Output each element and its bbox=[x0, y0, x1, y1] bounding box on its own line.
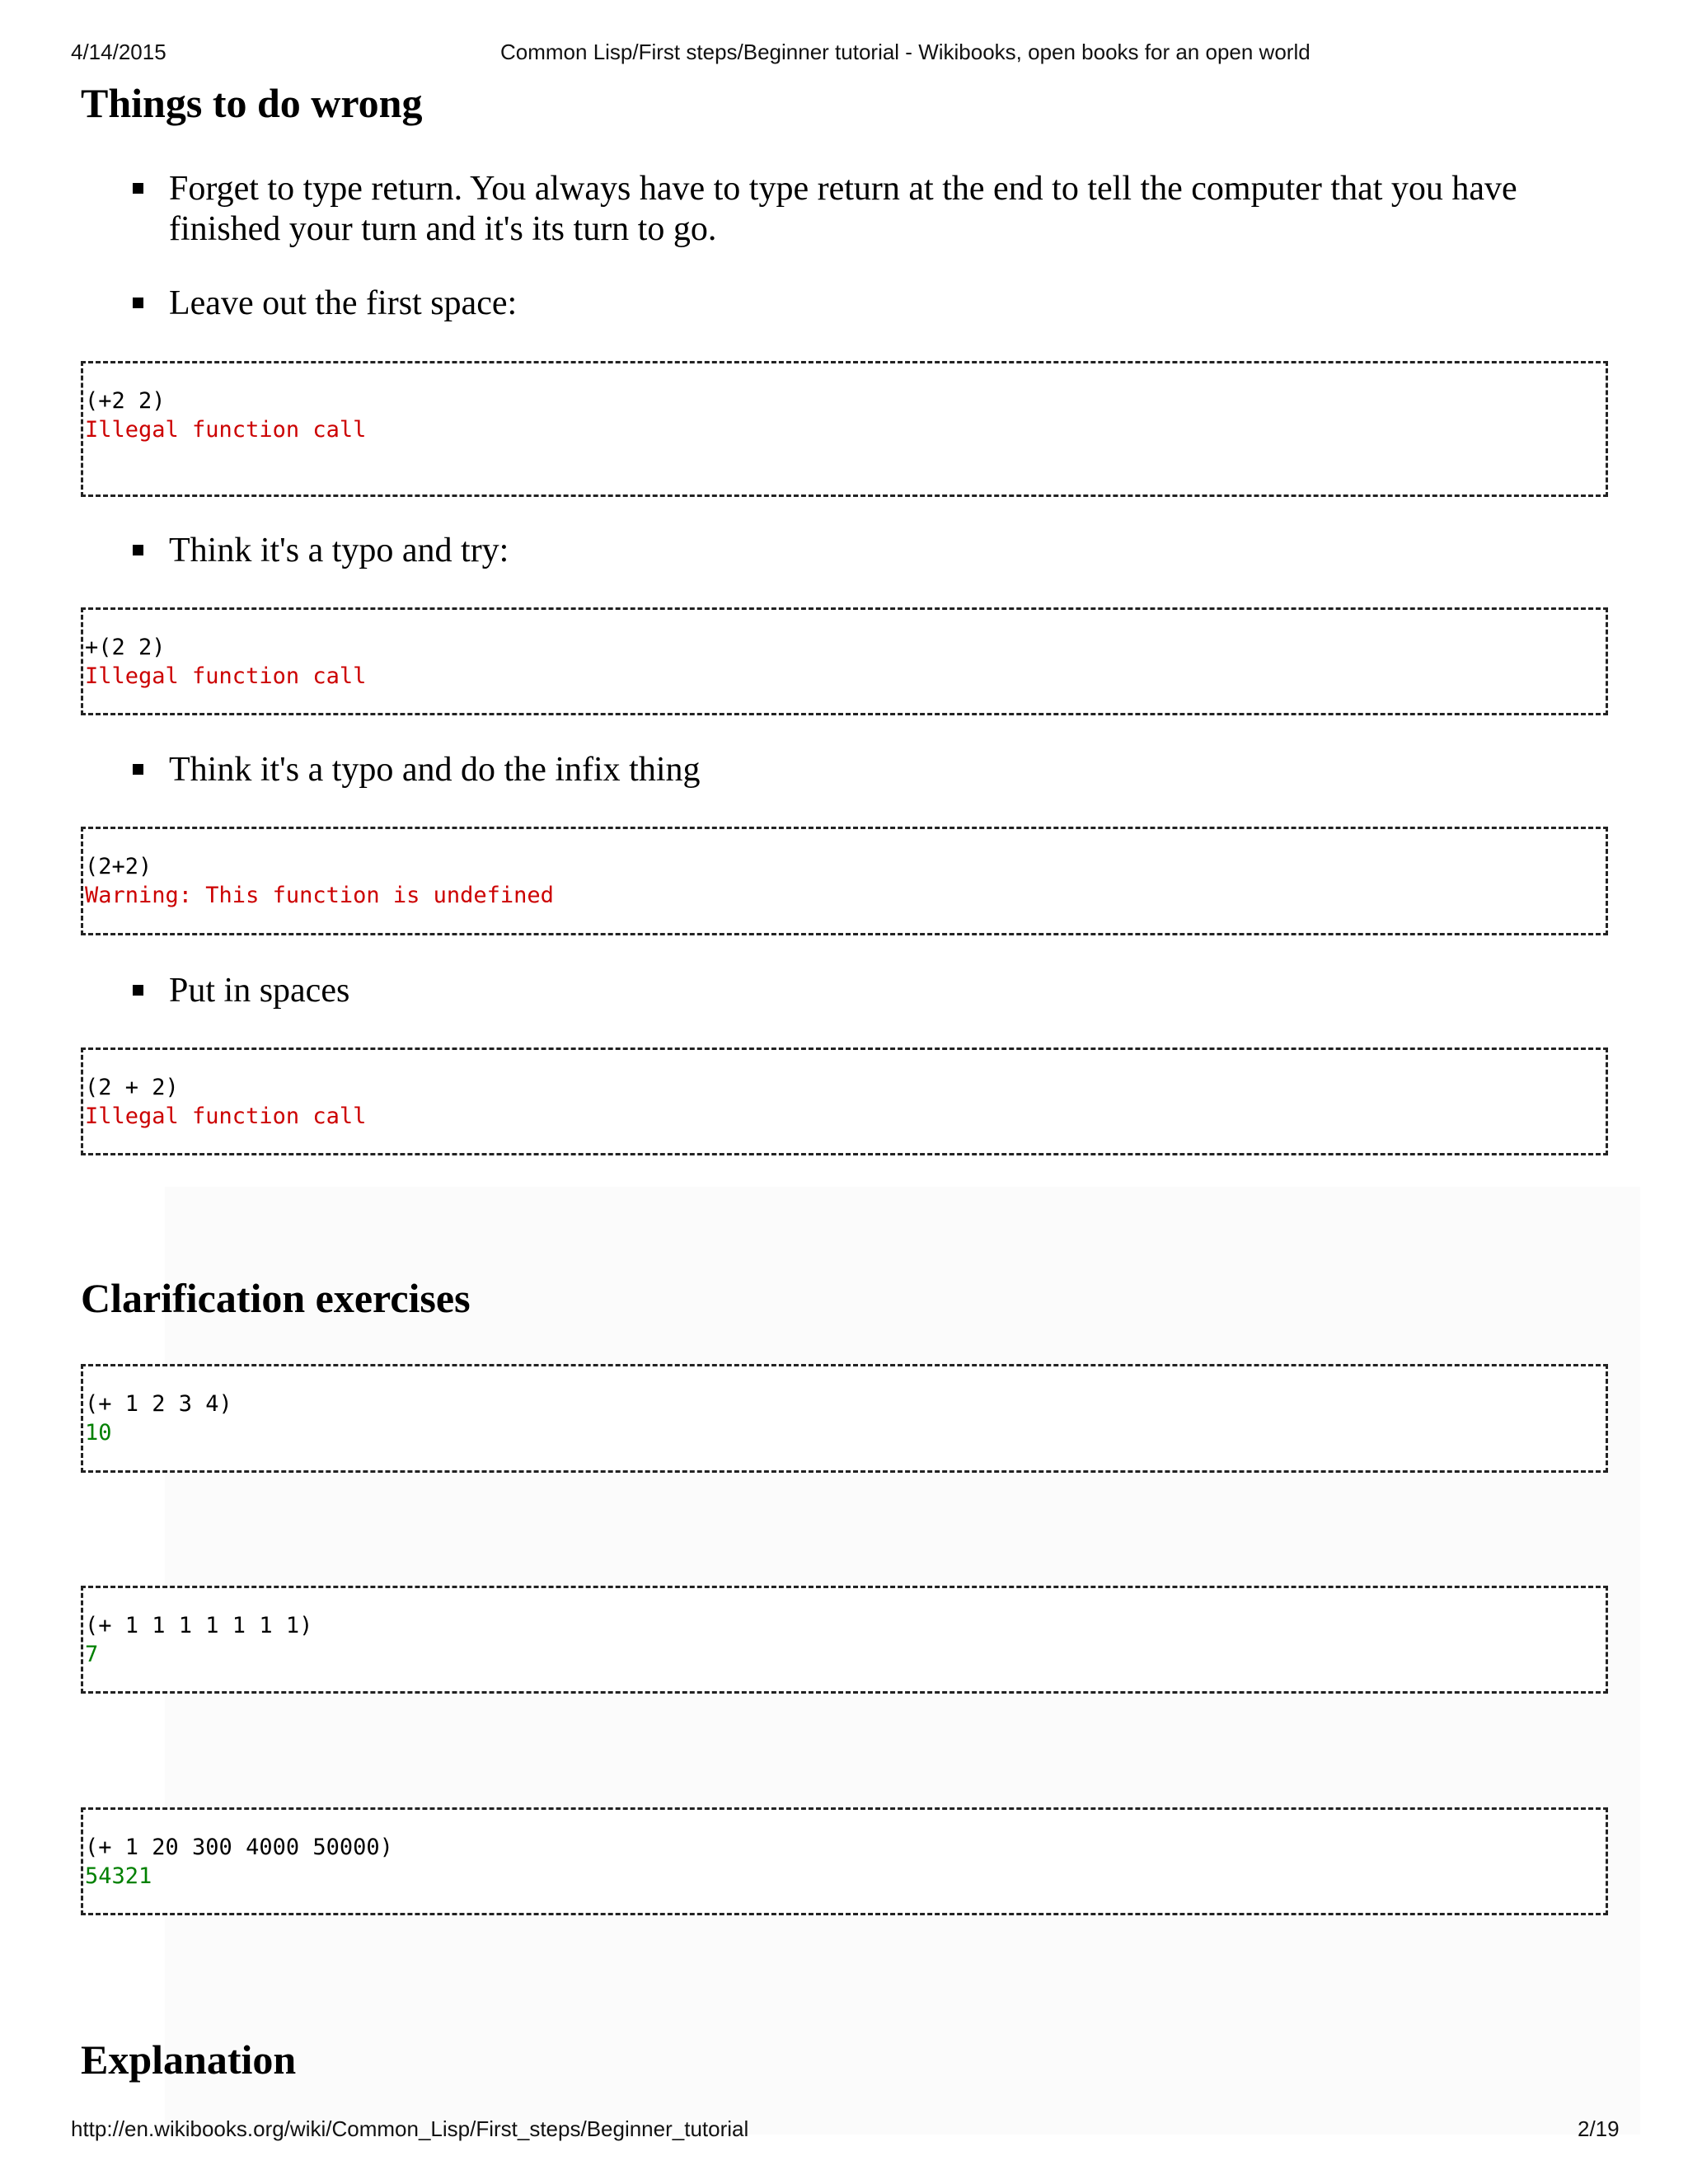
bullet-leave-out-space: Leave out the first space: bbox=[169, 284, 518, 322]
bullet-put-in-spaces: Put in spaces bbox=[169, 972, 350, 1010]
heading-clarification-exercises: Clarification exercises bbox=[81, 1275, 471, 1321]
bullet-forget-return: Forget to type return. You always have to type return at the end to tell the computer that you have finished your turn and it's its turn to go. bbox=[169, 170, 1517, 248]
code-error-output: Illegal function call bbox=[85, 663, 367, 689]
code-input: (2 + 2) bbox=[85, 1075, 179, 1100]
code-result-output: 10 bbox=[85, 1420, 112, 1446]
code-block-typo bbox=[81, 607, 1608, 715]
print-url: http://en.wikibooks.org/wiki/Common_Lisp/First_steps/Beginner_tutorial bbox=[71, 2116, 749, 2141]
code-input: (+ 1 20 300 4000 50000) bbox=[85, 1835, 393, 1860]
code-error-output: Illegal function call bbox=[85, 1104, 367, 1129]
code-input: (2+2) bbox=[85, 854, 152, 879]
code-input: +(2 2) bbox=[85, 635, 166, 660]
code-input: (+ 1 2 3 4) bbox=[85, 1391, 232, 1417]
code-input: (+ 1 1 1 1 1 1 1) bbox=[85, 1613, 313, 1638]
code-block-sum-ones bbox=[81, 1586, 1608, 1694]
bullet-square-icon bbox=[133, 985, 149, 1001]
code-block-sum-four bbox=[81, 1364, 1608, 1473]
code-block-spaces bbox=[81, 1047, 1608, 1155]
code-block-infix bbox=[81, 827, 1608, 935]
code-error-output: Warning: This function is undefined bbox=[85, 883, 554, 908]
bullet-infix-thing: Think it's a typo and do the infix thing bbox=[169, 751, 701, 789]
bullet-square-icon bbox=[133, 183, 149, 199]
print-page-number: 2/19 bbox=[1578, 2116, 1620, 2141]
heading-explanation: Explanation bbox=[81, 2036, 297, 2083]
code-error-output: Illegal function call bbox=[85, 417, 367, 443]
code-input: (+2 2) bbox=[85, 388, 166, 414]
code-result-output: 54321 bbox=[85, 1863, 152, 1889]
bullet-typo-try: Think it's a typo and try: bbox=[169, 532, 509, 569]
code-block-sum-powers bbox=[81, 1807, 1608, 1915]
bullet-square-icon bbox=[133, 298, 149, 314]
bullet-square-icon bbox=[133, 764, 149, 780]
print-page-title: Common Lisp/First steps/Beginner tutorial - Wikibooks, open books for an open world bbox=[500, 40, 1311, 64]
bullet-square-icon bbox=[133, 545, 149, 561]
code-result-output: 7 bbox=[85, 1642, 99, 1667]
code-block-first-space bbox=[81, 361, 1608, 497]
print-date: 4/14/2015 bbox=[71, 40, 166, 64]
heading-things-to-do-wrong: Things to do wrong bbox=[81, 80, 423, 126]
